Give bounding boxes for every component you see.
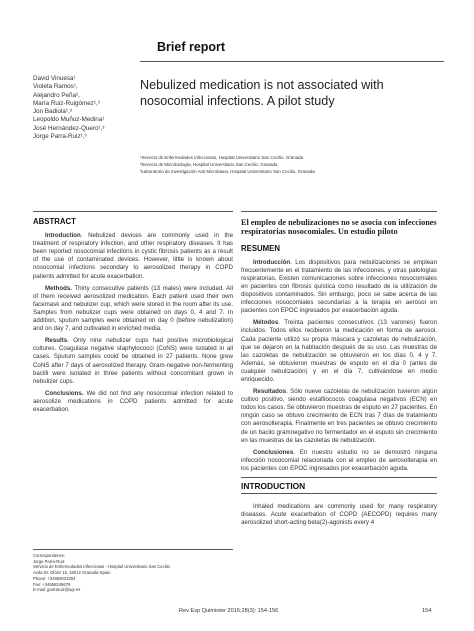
correspondence-line: E-mail: jparraruiz@ugr.es (33, 587, 81, 593)
author-name: Jorge Parra-Ruiz¹,³ (33, 133, 87, 141)
introduction-heading: INTRODUCTION (241, 481, 306, 492)
rule-right-top (241, 211, 437, 212)
rule-introduction-bottom (241, 493, 437, 494)
paragraph-text: Thirty consecutive patients (13 males) were included. All of them received aerosolized medication. Each patient used their own facemask and nebulizer cup, which were stored in the room after its use. Samples from nebulizer cups were obtained on days 0, 4 and 7. In addition, sputum samples were obtained on day 0 (before nebulization) and on day 7, and cultivated in enriched media. (33, 284, 233, 333)
affiliation: ²Servicio de Microbiología, Hospital Universitario San Cecilio. Granada (140, 161, 278, 167)
correspondence-line: Phone: +34958023304 (33, 575, 76, 581)
paragraph-key: Results (45, 337, 68, 345)
paragraph-text: . Only nine nebulizer cups had positive microbiological cultures. Coagulase negative staphylococci (CoNS) were isolated in all cases. Sputum samples could be obtained in 27 patients. None grew CoNS after 7 days of aerosolized therapy. Gram-negative non-fermenting bacilli were isolated in three patients without concomitant grown in nebulizer cups. (33, 337, 233, 385)
paragraph-key: Conclusions. (45, 389, 84, 397)
abstract-paragraph (33, 337, 233, 386)
paragraph-key: Conclusiones (253, 448, 294, 456)
author-name: Leopoldo Muñoz-Medina¹ (33, 116, 105, 124)
author-name: David Vinuesa¹ (33, 75, 76, 82)
correspondence-line: Fax: +34958249679 (33, 581, 71, 587)
article-title (140, 77, 440, 109)
paragraph-text: . En nuestro estudio no se demostró ninguna infección nosocomial relacionada con el empleo de aerosolterapia en los pacientes con EPOC ingresados por exacerbación aguda. (241, 448, 437, 472)
paragraph-text: . Treinta pacientes consecutivos (13 varones) fueron incluidos. Todos ellos recibieron la medicación en forma de aerosol. Cada paciente utilizó su propia máscara y cazoletas de nebulización, que se dejaron en la habitación después de su uso. Las muestras de las cazoletas de nebulización se obtuvieron en los días 0, 4 y 7. Además, se obtuvieron muestras de esputo en el día 0 (antes de cualquier nebulización) y en el día 7, cultivándose en medio enriquecido. (241, 319, 437, 383)
author-name: Alejandro Peña², (33, 91, 80, 99)
paragraph-key: Methods. (45, 284, 72, 292)
abstract-column (33, 218, 233, 418)
abstract-paragraph (33, 232, 233, 281)
resumen-column (241, 218, 437, 531)
paragraph-text: . Nebulized devices are commonly used in the treatment of respiratory infection, and other respiratory diseases. It has been reported nosocomial infections in cystic fibrosis patients as a result of the use of contaminated devices. However, little is known about nosocomial infections secondary to aerosolized therapy in COPD patients admitted for acute exacerbation. (33, 232, 233, 280)
paragraph-key: Resultados (253, 388, 287, 396)
article-title-line: nosocomial infections. A pilot study (140, 94, 335, 108)
resumen-paragraph (241, 259, 437, 316)
rule-correspondence (33, 549, 233, 550)
paragraph-text: . Sólo nueve cazoletas de nebulización tuvieron algún cultivo positivo, siendo estafilococos coagulasa negativos (ECN) en todos los casos. Se obtuvieron muestras de esputo en 27 pacientes. En ningún caso se obtuvo crecimiento de ECN tras 7 días de tratamiento con aerosolterapia. Finalmente en tres pacientes se obtuvo crecimiento de un bacilo gramnegativo no fermentador en el esputo sin crecimiento en las muestras de las cazoletas de nebulización. (241, 388, 437, 444)
header-rule (140, 61, 444, 62)
paragraph-text: We did not find any nosocomial infection related to aerosolize medications in COPD patients admitted for acute exacerbation. (33, 389, 233, 413)
paragraph-key: Introduction (45, 232, 81, 240)
resumen-heading: RESUMEN (241, 243, 280, 253)
resumen-paragraph (241, 319, 437, 384)
article-title-line: Nebulized medication is not associated with (140, 78, 384, 92)
correspondence-line: Servicio de Enfermedades Infecciosas - Hospital Universitario San Cecilio (33, 564, 170, 570)
spanish-title: El empleo de nebulizaciones no se asocia con infecciones respiratorias nosocomiales. Un estudio piloto (241, 218, 437, 237)
affiliation-list (140, 155, 450, 175)
abstract-paragraph (33, 390, 233, 414)
correspondence-line: Jorge Parra-Ruiz (33, 558, 65, 564)
page-number: 154 (422, 608, 432, 614)
rule-left-top (33, 211, 233, 212)
section-title: Brief report (157, 40, 226, 54)
author-name: Jon Badiola¹,³ (33, 108, 72, 116)
resumen-paragraph (241, 449, 437, 473)
author-list (33, 75, 133, 141)
affiliation: ¹Servicio de Enfermedades Infecciosas, Hospital Universitario San Cecilio. Granada (140, 155, 304, 160)
paragraph-key: Introducción (253, 258, 291, 266)
abstract-heading: ABSTRACT (33, 217, 76, 226)
author-name: José Hernández-Quero¹,³ (33, 124, 105, 132)
author-name: María Ruiz-Ruigómez¹,³ (33, 99, 100, 107)
rule-introduction (241, 477, 437, 478)
paragraph-text: . Los dispositivos para nebulizaciones se emplean frecuentemente en el tratamiento de las infecciones, y otras patologías respiratorias. Existen comunicaciones sobre infecciones nosocomiales en pacientes con fibrosis quística como resultado de la utilización de dispositivos contaminados. Sin embargo, poco se sabe acerca de las infecciones nosocomiales secundarias a la terapia en aerosol en pacientes con EPOC ingresados por exacerbación aguda. (241, 258, 437, 315)
journal-citation: Rev Esp Quimioter 2015;28(3): 154-156 (179, 608, 279, 614)
correspondence-line: Avda Dr. Olóriz 16, 18012 Granada-Spain (33, 570, 111, 576)
correspondence-line: Correspondence: (33, 553, 66, 558)
author-name: Violeta Ramos¹, (33, 83, 78, 91)
abstract-paragraph (33, 285, 233, 334)
paragraph-key: Métodos (253, 319, 279, 327)
affiliation: ³Laboratorio de Investigación Anti Microbiana, Hospital Universitario San Cecilio. Granada (140, 168, 315, 174)
correspondence-block (33, 553, 173, 593)
resumen-paragraph (241, 388, 437, 445)
introduction-paragraph: Inhaled medications are commonly used for many respiratory diseases. Acute exacerbation of COPD (AECOPD) requires many aerosolized short-acting beta(2)-agonists every 4 (241, 503, 437, 527)
